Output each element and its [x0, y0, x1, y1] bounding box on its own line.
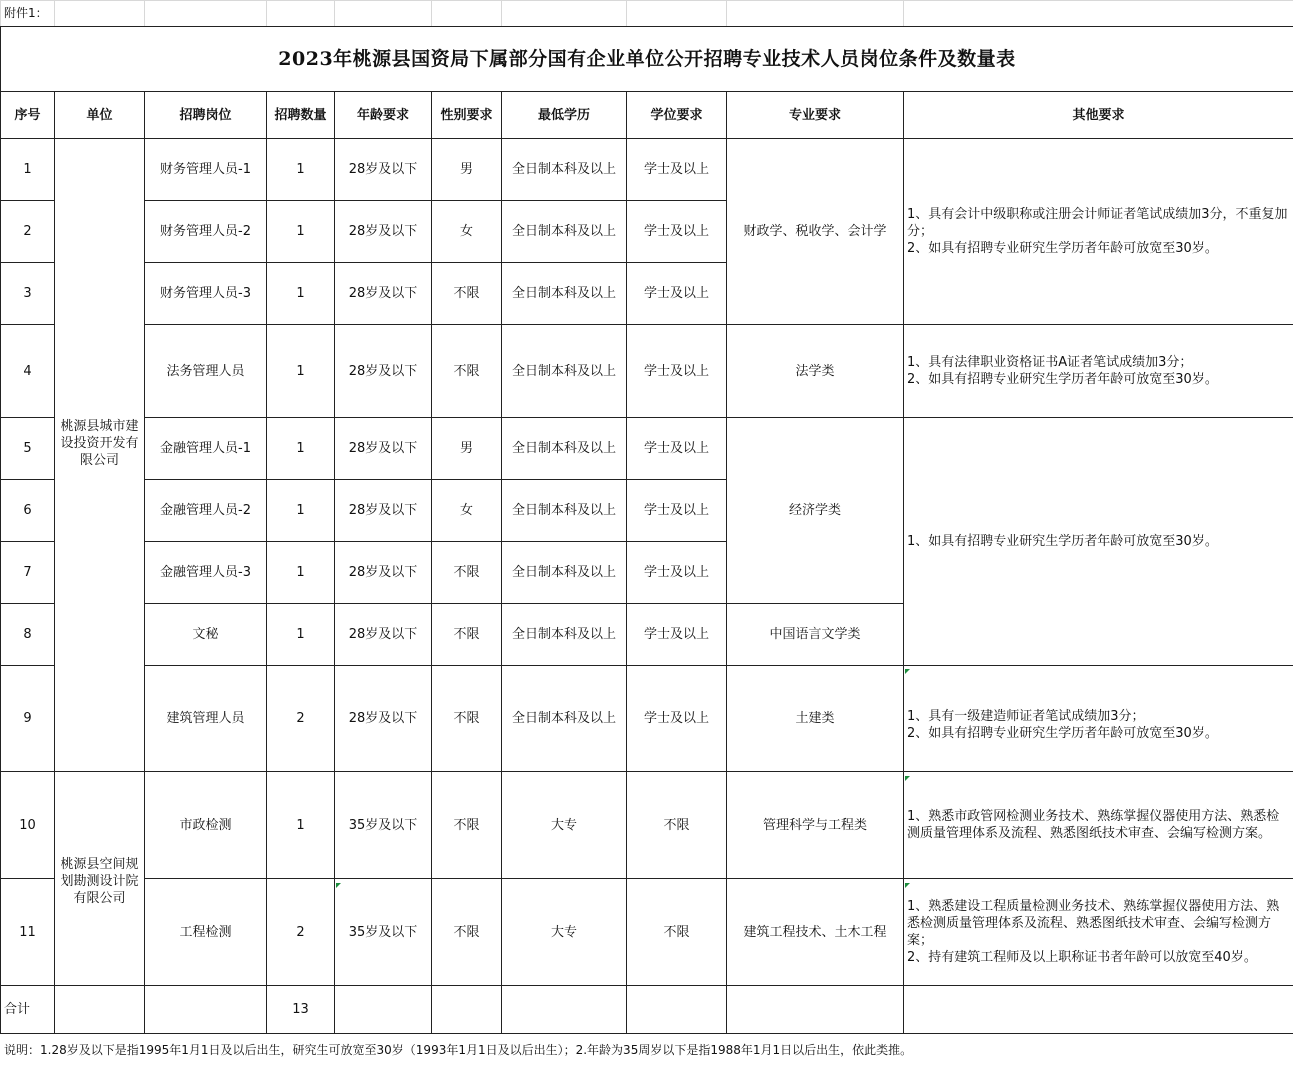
cell-post: 金融管理人员-3: [145, 542, 267, 604]
table-row: [1, 325, 1293, 418]
empty-cell: [145, 986, 267, 1034]
cell-education: 全日制本科及以上: [502, 666, 627, 772]
cell-post: 文秘: [145, 604, 267, 666]
empty-cell: [55, 986, 145, 1034]
cell-no: 7: [1, 542, 55, 604]
cell-other: 1、具有法律职业资格证书A证者笔试成绩加3分； 2、如具有招聘专业研究生学历者年龄可放宽至30岁。: [904, 325, 1293, 418]
cell-education: 全日制本科及以上: [502, 604, 627, 666]
header-degree: 学位要求: [627, 92, 727, 139]
cell-comment-marker: [336, 883, 341, 888]
cell-age: 28岁及以下: [335, 263, 432, 325]
total-count: 13: [267, 986, 335, 1034]
cell-major: 财政学、税收学、会计学: [727, 139, 904, 325]
cell-no: 1: [1, 139, 55, 201]
cell-major: 法学类: [727, 325, 904, 418]
table-row: [1, 418, 1293, 480]
cell-degree: 学士及以上: [627, 542, 727, 604]
header-no: 序号: [1, 92, 55, 139]
header-age: 年龄要求: [335, 92, 432, 139]
cell-count: 2: [267, 879, 335, 986]
cell-no: 10: [1, 772, 55, 879]
cell-degree: 学士及以上: [627, 480, 727, 542]
cell-other: 1、如具有招聘专业研究生学历者年龄可放宽至30岁。: [904, 418, 1293, 666]
cell-age: 28岁及以下: [335, 604, 432, 666]
cell-other: 1、具有一级建造师证者笔试成绩加3分； 2、如具有招聘专业研究生学历者年龄可放宽至30岁。: [904, 666, 1293, 772]
cell-gender: 不限: [432, 879, 502, 986]
cell-count: 1: [267, 139, 335, 201]
cell-post: 财务管理人员-2: [145, 201, 267, 263]
cell-gender: 不限: [432, 604, 502, 666]
cell-education: 全日制本科及以上: [502, 139, 627, 201]
cell-no: 9: [1, 666, 55, 772]
cell-age: 28岁及以下: [335, 325, 432, 418]
cell-degree: 学士及以上: [627, 139, 727, 201]
cell-age: 28岁及以下: [335, 542, 432, 604]
cell-major: 经济学类: [727, 418, 904, 604]
cell-age: 28岁及以下: [335, 480, 432, 542]
cell-degree: 学士及以上: [627, 201, 727, 263]
cell-count: 1: [267, 542, 335, 604]
cell-education: 全日制本科及以上: [502, 263, 627, 325]
cell-no: 4: [1, 325, 55, 418]
cell-no: 3: [1, 263, 55, 325]
cell-degree: 学士及以上: [627, 263, 727, 325]
cell-degree: 学士及以上: [627, 418, 727, 480]
total-row: [1, 986, 1293, 1034]
header-major: 专业要求: [727, 92, 904, 139]
cell-gender: 不限: [432, 325, 502, 418]
table-row: [1, 139, 1293, 201]
cell-comment-marker: [905, 669, 910, 674]
page-title: 2023年桃源县国资局下属部分国有企业单位公开招聘专业技术人员岗位条件及数量表: [1, 27, 1293, 92]
cell-major: 中国语言文学类: [727, 604, 904, 666]
cell-gender: 不限: [432, 772, 502, 879]
cell-count: 1: [267, 263, 335, 325]
header-row: [1, 92, 1293, 139]
cell-gender: 不限: [432, 666, 502, 772]
total-label: 合计: [1, 986, 55, 1034]
cell-education: 全日制本科及以上: [502, 325, 627, 418]
empty-cell: [627, 986, 727, 1034]
cell-count: 2: [267, 666, 335, 772]
cell-education: 全日制本科及以上: [502, 201, 627, 263]
cell-major: 管理科学与工程类: [727, 772, 904, 879]
cell-post: 财务管理人员-1: [145, 139, 267, 201]
cell-count: 1: [267, 604, 335, 666]
empty-cell: [727, 986, 904, 1034]
cell-post: 建筑管理人员: [145, 666, 267, 772]
cell-no: 5: [1, 418, 55, 480]
empty-cell: [502, 986, 627, 1034]
cell-comment-marker: [905, 776, 910, 781]
cell-count: 1: [267, 418, 335, 480]
empty-cell: [335, 986, 432, 1034]
cell-count: 1: [267, 772, 335, 879]
cell-degree: 学士及以上: [627, 666, 727, 772]
cell-other: 1、熟悉市政管网检测业务技术、熟练掌握仪器使用方法、熟悉检测质量管理体系及流程、熟悉图纸技术审查、会编写检测方案。: [904, 772, 1293, 879]
cell-major: 建筑工程技术、土木工程: [727, 879, 904, 986]
cell-no: 6: [1, 480, 55, 542]
cell-age: 28岁及以下: [335, 418, 432, 480]
cell-unit: 桃源县空间规划勘测设计院有限公司: [55, 772, 145, 986]
cell-degree: 学士及以上: [627, 325, 727, 418]
cell-no: 11: [1, 879, 55, 986]
cell-age: 35岁及以下: [335, 772, 432, 879]
table-row: [1, 772, 1293, 879]
cell-age: 28岁及以下: [335, 666, 432, 772]
cell-education: 全日制本科及以上: [502, 542, 627, 604]
header-other: 其他要求: [904, 92, 1293, 139]
cell-education: 全日制本科及以上: [502, 480, 627, 542]
cell-degree: 不限: [627, 879, 727, 986]
cell-no: 8: [1, 604, 55, 666]
cell-age: 35岁及以下: [335, 879, 432, 986]
empty-cell: [432, 986, 502, 1034]
table-row: [1, 666, 1293, 772]
cell-major: 土建类: [727, 666, 904, 772]
header-education: 最低学历: [502, 92, 627, 139]
cell-age: 28岁及以下: [335, 201, 432, 263]
cell-post: 金融管理人员-2: [145, 480, 267, 542]
cell-gender: 男: [432, 139, 502, 201]
cell-degree: 学士及以上: [627, 604, 727, 666]
cell-degree: 不限: [627, 772, 727, 879]
header-count: 招聘数量: [267, 92, 335, 139]
header-unit: 单位: [55, 92, 145, 139]
cell-unit: 桃源县城市建设投资开发有限公司: [55, 139, 145, 772]
cell-count: 1: [267, 201, 335, 263]
cell-post: 法务管理人员: [145, 325, 267, 418]
cell-education: 大专: [502, 879, 627, 986]
cell-post: 财务管理人员-3: [145, 263, 267, 325]
table-row: [1, 879, 1293, 986]
cell-comment-marker: [905, 883, 910, 888]
cell-gender: 女: [432, 480, 502, 542]
cell-post: 金融管理人员-1: [145, 418, 267, 480]
cell-gender: 男: [432, 418, 502, 480]
cell-education: 大专: [502, 772, 627, 879]
cell-gender: 女: [432, 201, 502, 263]
footnote: 说明：1.28岁及以下是指1995年1月1日及以后出生，研究生可放宽至30岁（1993年1月1日及以后出生）；2.年龄为35周岁以下是指1988年1月1日以后出生，依此类推。: [4, 1043, 913, 1057]
cell-post: 市政检测: [145, 772, 267, 879]
empty-cell: [904, 986, 1293, 1034]
cell-other: 1、熟悉建设工程质量检测业务技术、熟练掌握仪器使用方法、熟悉检测质量管理体系及流程、熟悉图纸技术审查、会编写检测方案； 2、持有建筑工程师及以上职称证书者年龄可以放宽至40岁。: [904, 879, 1293, 986]
cell-gender: 不限: [432, 263, 502, 325]
cell-count: 1: [267, 480, 335, 542]
cell-count: 1: [267, 325, 335, 418]
header-post: 招聘岗位: [145, 92, 267, 139]
cell-gender: 不限: [432, 542, 502, 604]
cell-age: 28岁及以下: [335, 139, 432, 201]
header-gender: 性别要求: [432, 92, 502, 139]
cell-no: 2: [1, 201, 55, 263]
attachment-label: 附件1：: [1, 1, 55, 27]
cell-education: 全日制本科及以上: [502, 418, 627, 480]
cell-other: 1、具有会计中级职称或注册会计师证者笔试成绩加3分，不重复加分； 2、如具有招聘专业研究生学历者年龄可放宽至30岁。: [904, 139, 1293, 325]
cell-post: 工程检测: [145, 879, 267, 986]
